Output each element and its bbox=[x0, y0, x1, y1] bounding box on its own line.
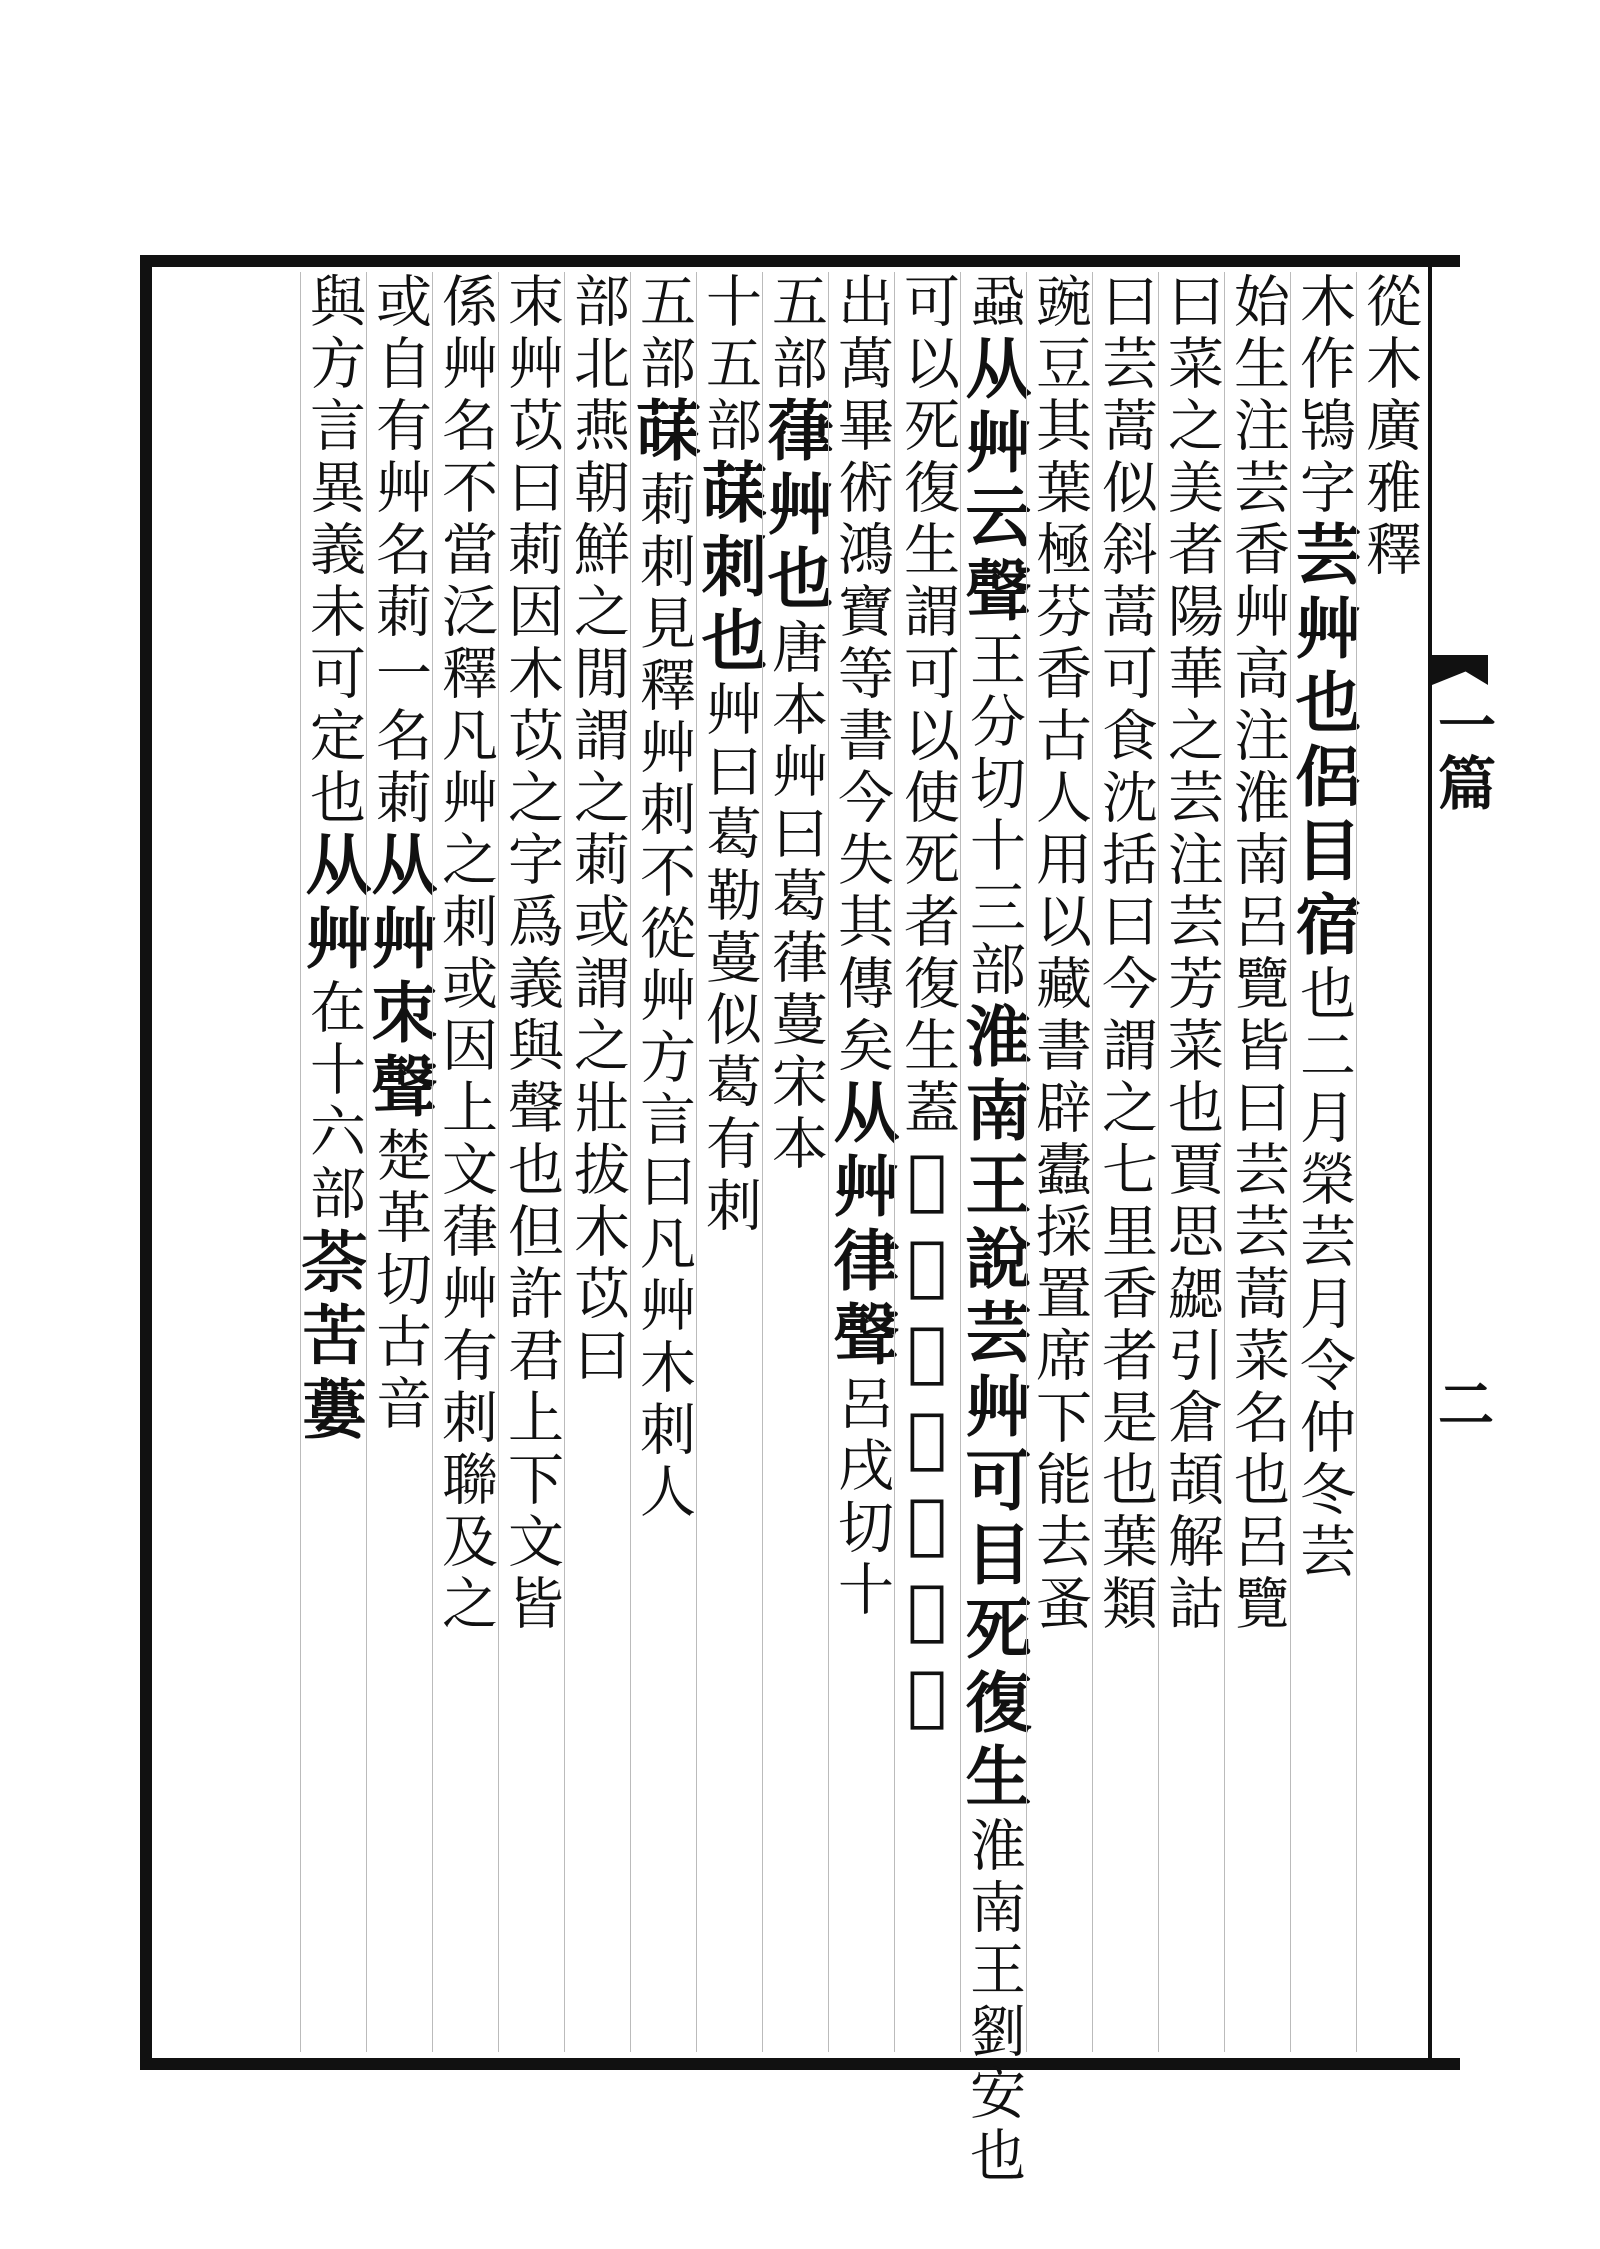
text-column bbox=[294, 272, 372, 2052]
headword-text: 菋刺也 bbox=[690, 458, 768, 680]
commentary-text: 十五部 bbox=[697, 272, 762, 458]
commentary-text: 在十六部 bbox=[301, 978, 366, 1226]
headword-text: 𦯬 bbox=[294, 1226, 372, 1300]
text-column bbox=[888, 272, 966, 2052]
text-column bbox=[1356, 272, 1422, 2052]
text-column bbox=[1026, 272, 1092, 2052]
text-column bbox=[756, 272, 834, 2052]
headword-text: 菋 bbox=[624, 396, 702, 470]
commentary-text: 艸曰葛勒蔓似葛有刺 bbox=[697, 680, 762, 1238]
commentary-text: 五部 bbox=[763, 272, 828, 396]
commentary-text: 淮南王劉安也 bbox=[961, 1816, 1026, 2188]
text-column bbox=[564, 272, 630, 2052]
headword-text: 淮南王說芸艸可目死復生 bbox=[954, 1002, 1032, 1816]
commentary-text: 朿艸苡曰莿因木苡之字爲義與聲也但許君上下文皆 bbox=[499, 272, 564, 1636]
commentary-text: 豌豆其葉極芬香古人用以藏書辟蠹採置席下能去蚤 bbox=[1027, 272, 1092, 1636]
headword-text: 从艸朿聲 bbox=[360, 830, 438, 1126]
commentary-text: 也二月榮芸月令仲冬芸 bbox=[1291, 964, 1356, 1584]
headword-text: 从艸 bbox=[294, 830, 372, 978]
text-column bbox=[624, 272, 702, 2052]
headword-text: 芸艸也侶目宿 bbox=[1284, 520, 1362, 964]
text-column bbox=[1224, 272, 1290, 2052]
commentary-text: 部 bbox=[565, 272, 630, 334]
headword-text: 𦲘艸也从艸㪿聲 bbox=[888, 1140, 966, 1742]
headword-text: 葎艸也 bbox=[756, 396, 834, 618]
commentary-text: 莿刺見釋艸刺不從艸方言曰凡艸木刺人 bbox=[631, 470, 696, 1524]
commentary-text: 曰菜之美者陽華之芸注芸芳菜也賈思勰引倉頡解詁 bbox=[1159, 272, 1224, 1636]
text-column bbox=[1284, 272, 1362, 2052]
commentary-text: 木作鴇字 bbox=[1291, 272, 1356, 520]
commentary-text: 五部 bbox=[631, 272, 696, 396]
commentary-text: 係艸名不當泛釋凡艸之刺或因上文葎艸有刺聯及之 bbox=[433, 272, 498, 1636]
commentary-text: 呂戌切十 bbox=[829, 1374, 894, 1622]
text-column bbox=[822, 272, 900, 2052]
text-column bbox=[498, 272, 564, 2052]
fish-tail-mark bbox=[1432, 655, 1488, 685]
text-column bbox=[432, 272, 498, 2052]
commentary-text: 王分切十三部 bbox=[961, 630, 1026, 1002]
commentary-text: 北燕朝鮮之閒謂之莿或謂之壯拔木苡曰 bbox=[565, 334, 630, 1388]
text-body bbox=[160, 272, 1422, 2188]
text-column bbox=[360, 272, 438, 2052]
commentary-text: 與方言異義未可定也 bbox=[301, 272, 366, 830]
text-column bbox=[1092, 272, 1158, 2052]
commentary-text: 始生注芸香艸高注淮南呂覽皆曰芸芸蒿菜名也呂覽 bbox=[1225, 272, 1290, 1636]
commentary-text: 或自有艸名莿一名莿 bbox=[367, 272, 432, 830]
volume-title: 一篇 bbox=[1428, 695, 1496, 811]
text-column bbox=[954, 272, 1032, 2188]
headword-text: 从艸云聲 bbox=[954, 334, 1032, 630]
commentary-text: 楚革切古音 bbox=[367, 1126, 432, 1436]
commentary-text: 曰芸蒿似斜蒿可食沈括曰今謂之七里香者是也葉類 bbox=[1093, 272, 1158, 1636]
commentary-text: 可以死復生謂可以使死者復生蓋 bbox=[895, 272, 960, 1140]
headword-text: 从艸律聲 bbox=[822, 1078, 900, 1374]
commentary-text: 從木廣雅釋 bbox=[1357, 272, 1422, 582]
commentary-text: 出萬畢術鴻寶等書今失其傳矣 bbox=[829, 272, 894, 1078]
text-column bbox=[1158, 272, 1224, 2052]
headword-text: 苦蔞 bbox=[294, 1300, 372, 1448]
commentary-text: 蝨 bbox=[961, 272, 1026, 334]
margin-strip bbox=[1428, 255, 1496, 2070]
commentary-text: 唐本艸曰葛葎蔓宋本 bbox=[763, 618, 828, 1176]
page-number: 二 bbox=[1429, 1375, 1495, 1431]
text-column bbox=[690, 272, 768, 2052]
